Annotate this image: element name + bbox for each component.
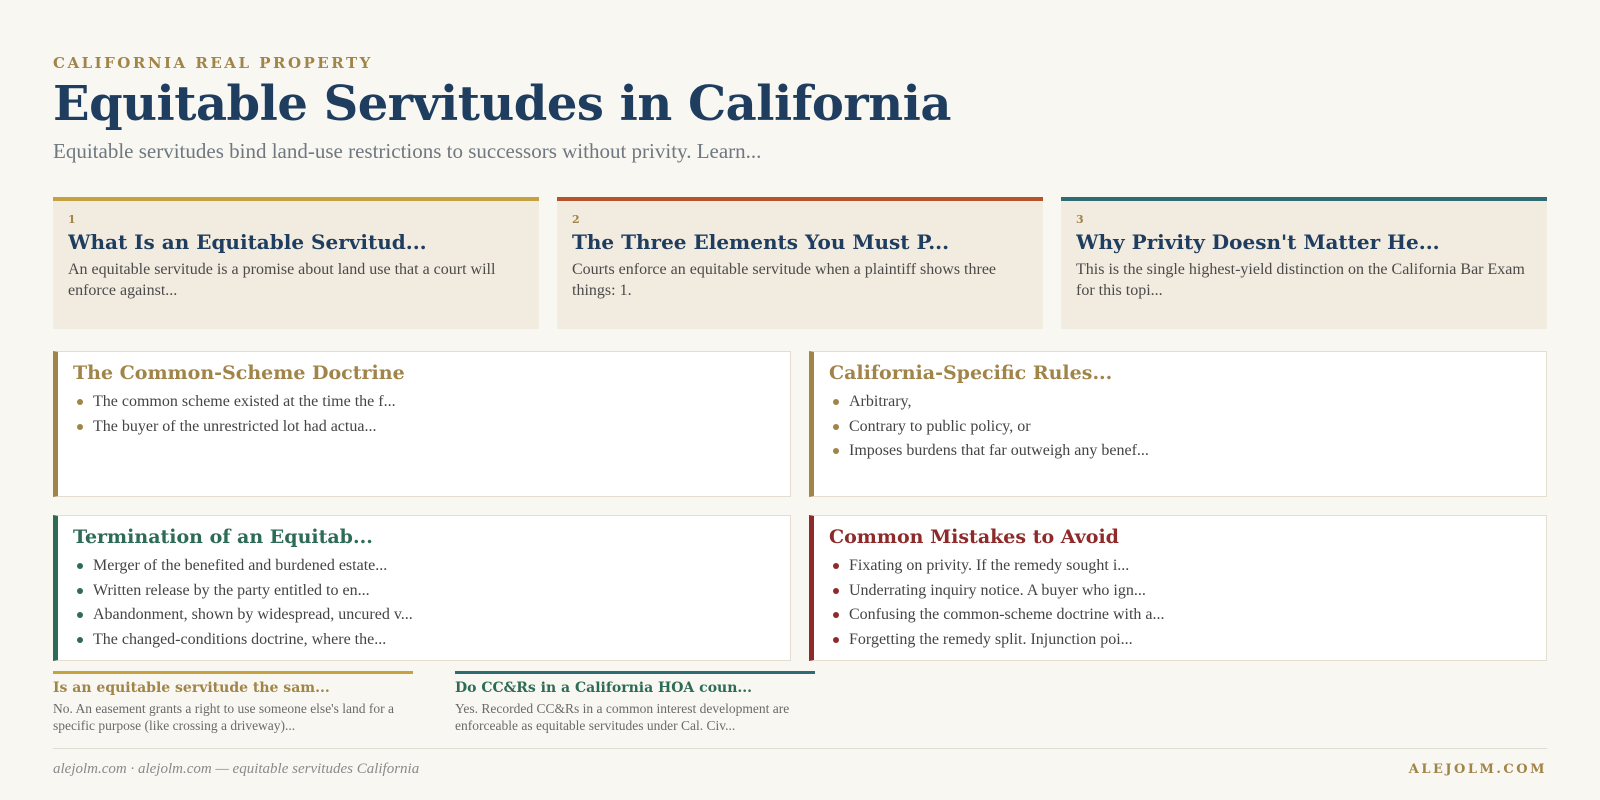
list-item: Fixating on privity. If the remedy sought i... [829, 554, 1546, 579]
summary-card-1[interactable] [53, 197, 539, 329]
footer-site-link[interactable]: ALEJOLM.COM [1408, 762, 1547, 777]
bullet-icon [77, 612, 83, 618]
faq-question[interactable]: Is an equitable servitude the sam... [53, 680, 330, 696]
page-subtitle: Equitable servitudes bind land-use restrictions to successors without privity. Learn... [53, 139, 762, 163]
faq-item-easement[interactable] [53, 671, 413, 734]
page [53, 0, 1547, 800]
list-item: Confusing the common-scheme doctrine with a... [829, 603, 1546, 628]
card-number: 1 [68, 213, 76, 226]
bullet-icon [833, 612, 839, 618]
card-title: The Three Elements You Must P... [572, 230, 950, 254]
bullet-list [829, 554, 1546, 652]
faq-answer: No. An easement grants a right to use someone else's land for a specific purpose (like crossing a driveway)... [53, 701, 394, 733]
list-item: Merger of the benefited and burdened estate... [73, 554, 790, 579]
list-item: The common scheme existed at the time the f... [73, 390, 790, 415]
card-title: What Is an Equitable Servitud... [68, 230, 427, 254]
bullet-icon [77, 588, 83, 594]
bullet-icon [77, 424, 83, 430]
card-body: An equitable servitude is a promise about land use that a court will enforce against... [68, 261, 496, 299]
list-item: Imposes burdens that far outweigh any benef... [829, 439, 1546, 464]
list-item: Contrary to public policy, or [829, 415, 1546, 440]
list-item: Written release by the party entitled to en... [73, 579, 790, 604]
bullet-list [73, 554, 790, 652]
card-number: 3 [1076, 213, 1084, 226]
list-item: Arbitrary, [829, 390, 1546, 415]
bullet-icon [833, 588, 839, 594]
faq-answer: Yes. Recorded CC&Rs in a common interest development are enforceable as equitable servitudes under Cal. Civ... [455, 701, 790, 733]
panel-title: Termination of an Equitab... [73, 526, 373, 548]
bullet-list [73, 390, 790, 439]
card-title: Why Privity Doesn't Matter He... [1076, 230, 1440, 254]
bullet-icon [77, 399, 83, 405]
panel-common-scheme [53, 351, 791, 497]
panel-termination [53, 515, 791, 661]
list-item: The buyer of the unrestricted lot had actua... [73, 415, 790, 440]
bullet-icon [77, 563, 83, 569]
faq-item-ccrs[interactable] [455, 671, 815, 734]
card-number: 2 [572, 213, 580, 226]
page-title: Equitable Servitudes in California [53, 76, 951, 132]
footer-divider [53, 748, 1547, 749]
summary-cards [53, 197, 1547, 329]
bullet-icon [833, 563, 839, 569]
list-item: Abandonment, shown by widespread, uncured v... [73, 603, 790, 628]
footer-credit: alejolm.com · alejolm.com — equitable servitudes California [53, 761, 420, 777]
card-body: This is the single highest-yield distinction on the California Bar Exam for this topi... [1076, 261, 1525, 299]
bullet-list [829, 390, 1546, 464]
bullet-icon [833, 399, 839, 405]
eyebrow-label: CALIFORNIA REAL PROPERTY [53, 54, 373, 72]
bullet-icon [833, 424, 839, 430]
faq-question[interactable]: Do CC&Rs in a California HOA coun... [455, 680, 753, 696]
list-item: The changed-conditions doctrine, where the... [73, 628, 790, 653]
bullet-icon [833, 637, 839, 643]
panel-title: The Common-Scheme Doctrine [73, 362, 405, 384]
panel-california-rules [809, 351, 1547, 497]
panel-title: Common Mistakes to Avoid [829, 526, 1119, 548]
list-item: Underrating inquiry notice. A buyer who ign... [829, 579, 1546, 604]
summary-card-2[interactable] [557, 197, 1043, 329]
bullet-icon [833, 448, 839, 454]
summary-card-3[interactable] [1061, 197, 1547, 329]
panel-common-mistakes [809, 515, 1547, 661]
bullet-icon [77, 637, 83, 643]
card-body: Courts enforce an equitable servitude when a plaintiff shows three things: 1. [572, 261, 997, 299]
panel-title: California-Specific Rules... [829, 362, 1113, 384]
list-item: Forgetting the remedy split. Injunction poi... [829, 628, 1546, 653]
